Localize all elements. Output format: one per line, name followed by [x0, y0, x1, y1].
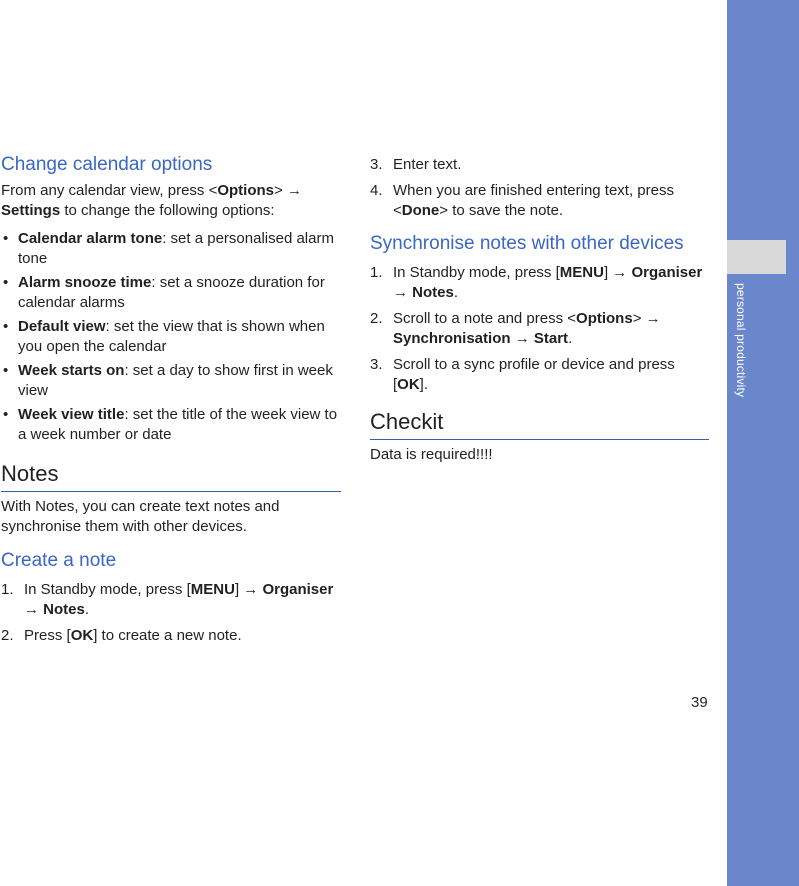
list-item: • Week view title: set the title of the week view to a week number or date — [1, 405, 341, 445]
section-label: personal productivity — [734, 283, 748, 398]
create-note-steps-continued — [370, 155, 709, 221]
checkit-text: Data is required!!!! — [370, 446, 493, 463]
list-item: • Calendar alarm tone: set a personalised alarm tone — [1, 229, 341, 269]
list-item: 4. When you are finished entering text, press <Done> to save the note. — [370, 182, 674, 219]
list-item: 3. Scroll to a sync profile or device and press [OK]. — [370, 356, 675, 393]
change-calendar-options-heading: Change calendar options — [1, 154, 213, 175]
list-item: 3. Enter text. — [370, 156, 462, 173]
list-item: 2. Scroll to a note and press <Options> → Synchronisation → Start. — [370, 310, 661, 347]
create-note-steps — [1, 580, 341, 646]
calendar-options-list — [1, 229, 341, 445]
sync-notes-steps — [370, 263, 709, 395]
list-item: 1. In Standby mode, press [MENU] → Organiser → Notes. — [370, 264, 703, 301]
sync-notes-heading: Synchronise notes with other devices — [370, 233, 684, 254]
left-column — [1, 150, 341, 652]
right-column — [370, 150, 709, 465]
list-item: • Alarm snooze time: set a snooze duration for calendar alarms — [1, 273, 341, 313]
list-item: 1. In Standby mode, press [MENU] → Organiser → Notes. — [1, 581, 334, 618]
section-tab[interactable] — [727, 240, 786, 274]
notes-intro: With Notes, you can create text notes and synchronise them with other devices. — [1, 498, 280, 535]
page-number: 39 — [691, 694, 708, 711]
checkit-heading: Checkit — [370, 407, 709, 440]
list-item: • Week starts on: set a day to show first in week view — [1, 361, 341, 401]
calendar-intro: From any calendar view, press <Options> → Settings to change the following options: — [1, 182, 302, 219]
create-note-heading: Create a note — [1, 550, 117, 571]
sidebar-band — [727, 0, 799, 886]
list-item: 2. Press [OK] to create a new note. — [1, 627, 242, 644]
list-item: • Default view: set the view that is shown when you open the calendar — [1, 317, 341, 357]
notes-heading: Notes — [1, 459, 341, 492]
